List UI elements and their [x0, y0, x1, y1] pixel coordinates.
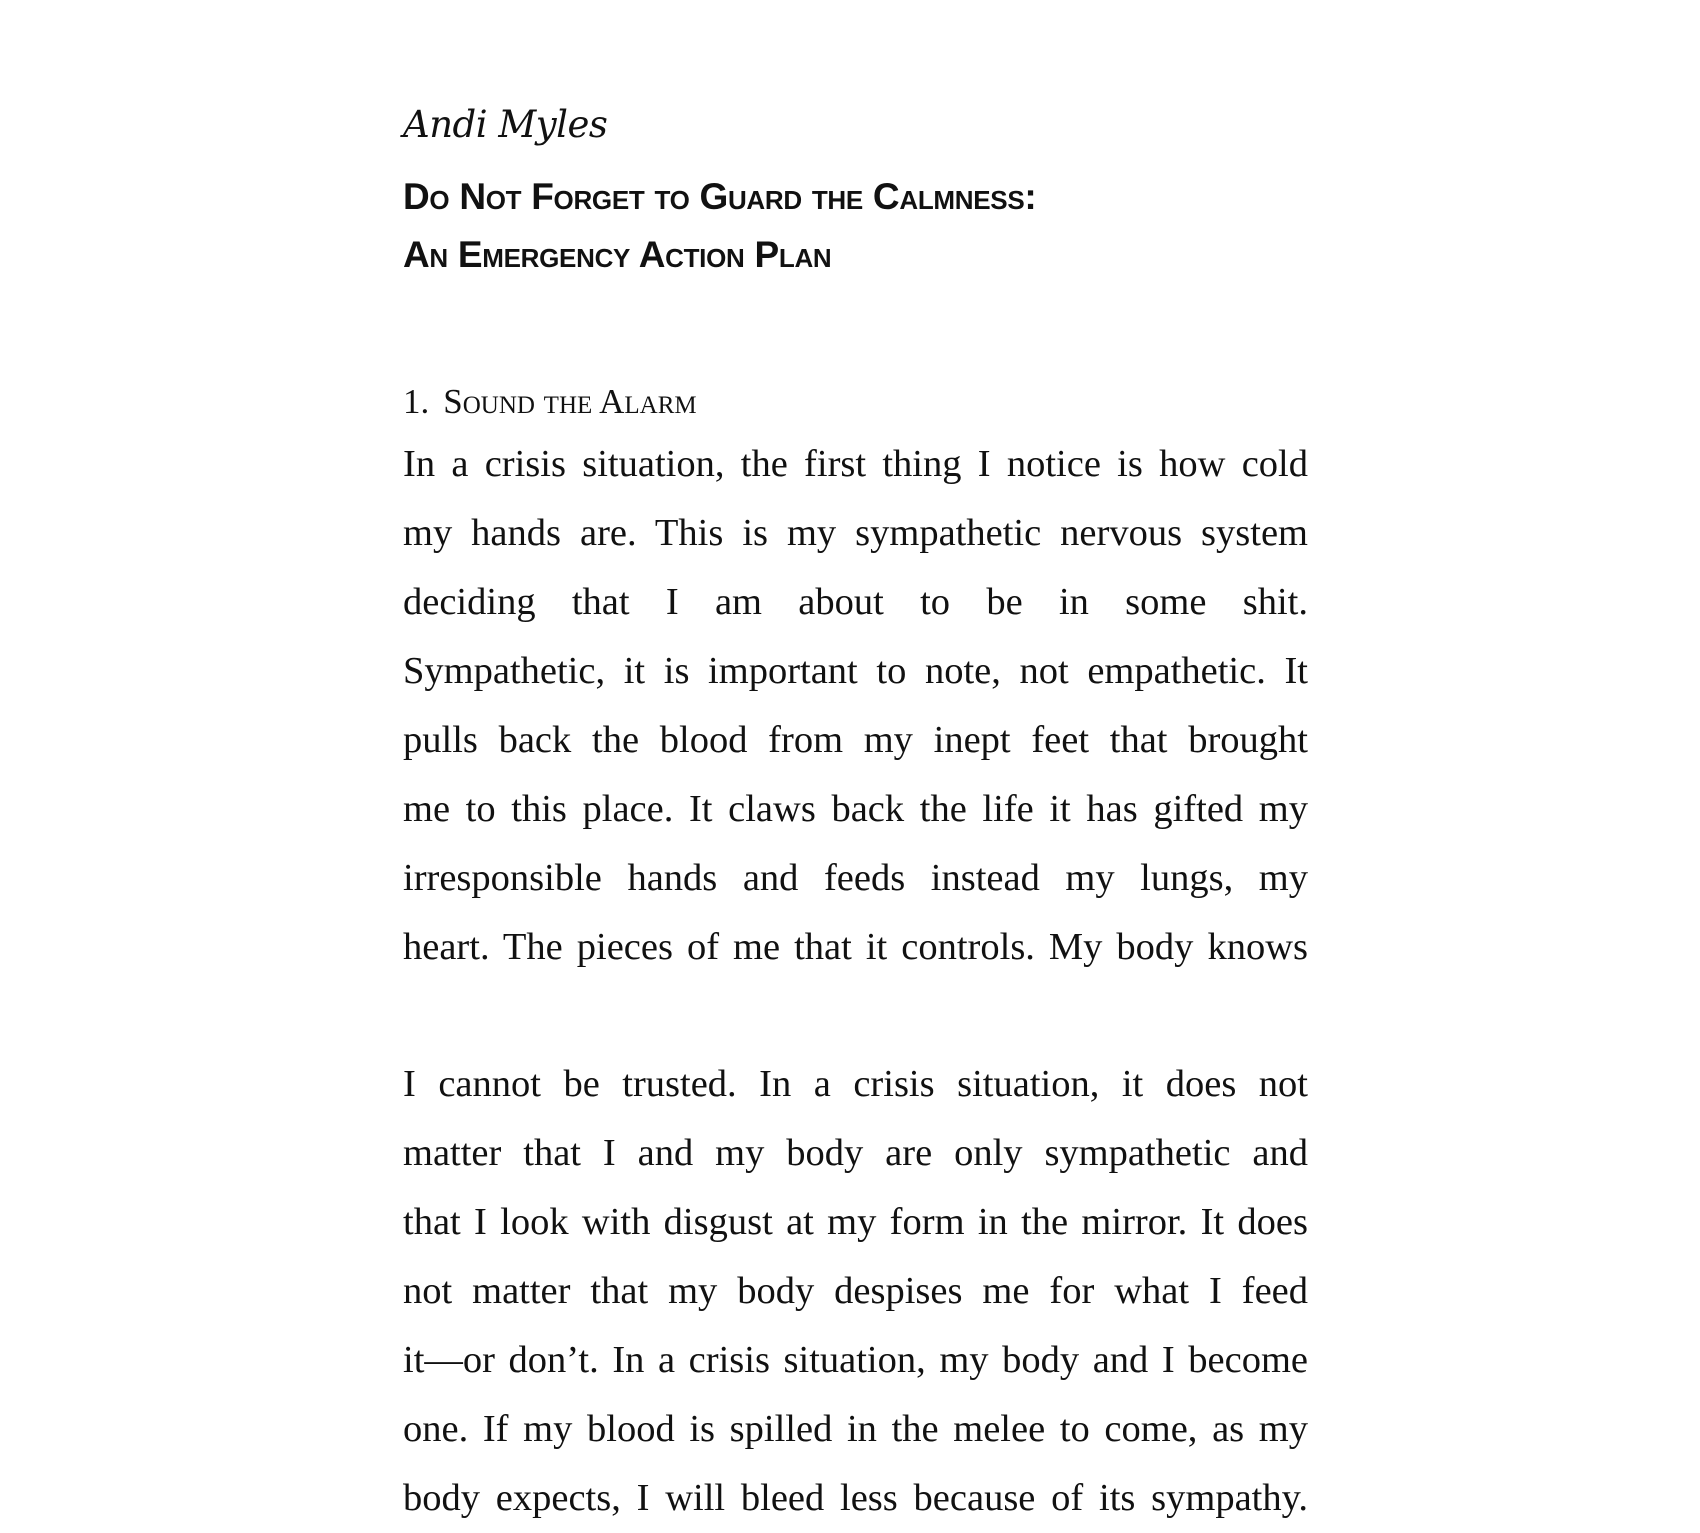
text-line: my hands are. This is my sympathetic nervous system [403, 512, 1308, 554]
text-line: that I look with disgust at my form in the mirror. It does [403, 1201, 1308, 1243]
section-heading [403, 382, 1308, 422]
text-line: matter that I and my body are only sympathetic and [403, 1132, 1308, 1174]
section-number: 1. [403, 382, 430, 421]
text-line: pulls back the blood from my inept feet that brought [403, 719, 1308, 761]
text-line: deciding that I am about to be in some shit. [403, 581, 1308, 623]
document-content [403, 100, 1308, 1533]
text-line: it—or don’t. In a crisis situation, my body and I become [403, 1339, 1308, 1381]
text-line: In a crisis situation, the first thing I notice is how cold [403, 443, 1308, 485]
text-line: one. If my blood is spilled in the melee to come, as my [403, 1408, 1308, 1450]
text-line: Sympathetic, it is important to note, not empathetic. It [403, 650, 1308, 692]
paragraph-1 [403, 430, 1308, 982]
text-line: heart. The pieces of me that it controls. My body knows [403, 926, 1308, 968]
title-line-1: Do Not Forget to Guard the Calmness: [403, 176, 1037, 217]
author-name: Andi Myles [403, 103, 608, 146]
text-line: I cannot be trusted. In a crisis situation, it does not [403, 1063, 1308, 1105]
text-line: body expects, I will bleed less because of its sympathy. [403, 1477, 1308, 1519]
title-line-2: An Emergency Action Plan [403, 234, 832, 275]
text-line: not matter that my body despises me for what I feed [403, 1270, 1308, 1312]
paragraph-2 [403, 1050, 1308, 1533]
page-title [403, 168, 1308, 284]
text-line: me to this place. It claws back the life it has gifted my [403, 788, 1308, 830]
section-title: Sound the Alarm [443, 382, 697, 421]
text-line: irresponsible hands and feeds instead my lungs, my [403, 857, 1308, 899]
